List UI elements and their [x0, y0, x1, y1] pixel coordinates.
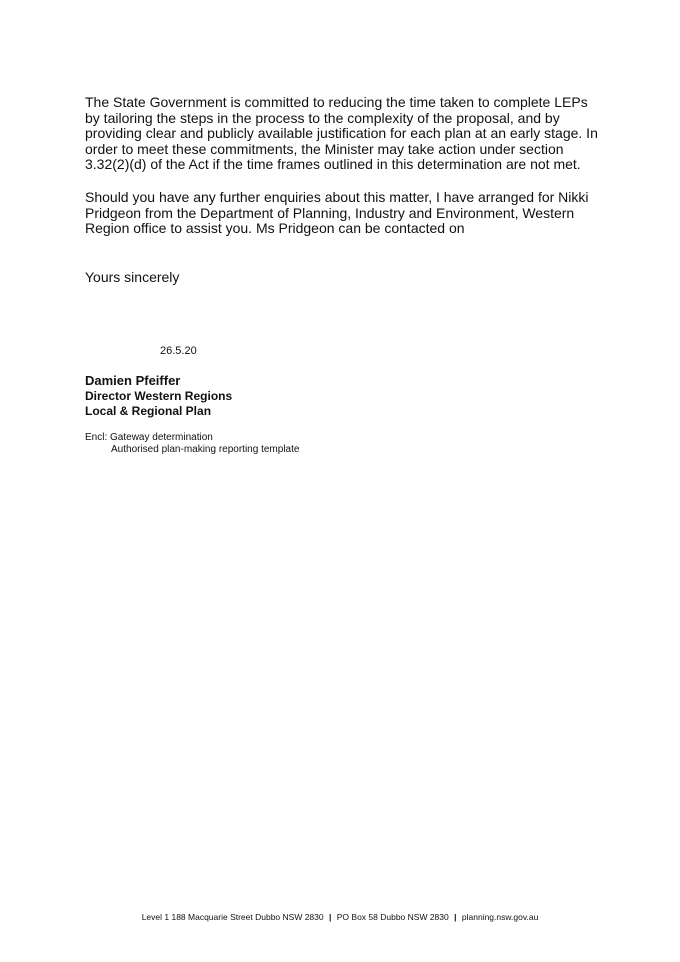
signature-date: 26.5.20 [160, 345, 197, 357]
enclosure-line-1: Encl: Gateway determination [85, 432, 213, 443]
page-footer [0, 912, 680, 923]
body-paragraph-2: Should you have any further enquiries about this matter, I have arranged for Nikki Pridgeon from the Department of Planning, Industry and Environment, Western Region office to assist you. Ms Pridgeon can be contacted on [85, 189, 589, 237]
footer-separator: | [329, 912, 332, 922]
enclosure-line-2: Authorised plan-making reporting template [111, 444, 300, 455]
footer-website-link[interactable]: planning.nsw.gov.au [461, 912, 539, 922]
signatory-name: Damien Pfeiffer [85, 373, 181, 388]
footer-po-box: PO Box 58 Dubbo NSW 2830 [336, 912, 449, 922]
footer-address: Level 1 188 Macquarie Street Dubbo NSW 2830 [141, 912, 324, 922]
footer-separator: | [454, 912, 457, 922]
signatory-division: Local & Regional Plan [85, 404, 212, 418]
body-paragraph-1: The State Government is committed to reducing the time taken to complete LEPs by tailoring the steps in the process to the complexity of the proposal, and by providing clear and publicly available justification for each plan at an early stage. In order to meet these commitments, the Minister may take action under section 3.32(2)(d) of the Act if the time frames outlined in this determination are not met. [85, 94, 598, 173]
closing-salutation: Yours sincerely [85, 269, 180, 285]
signatory-title: Director Western Regions [85, 389, 233, 403]
